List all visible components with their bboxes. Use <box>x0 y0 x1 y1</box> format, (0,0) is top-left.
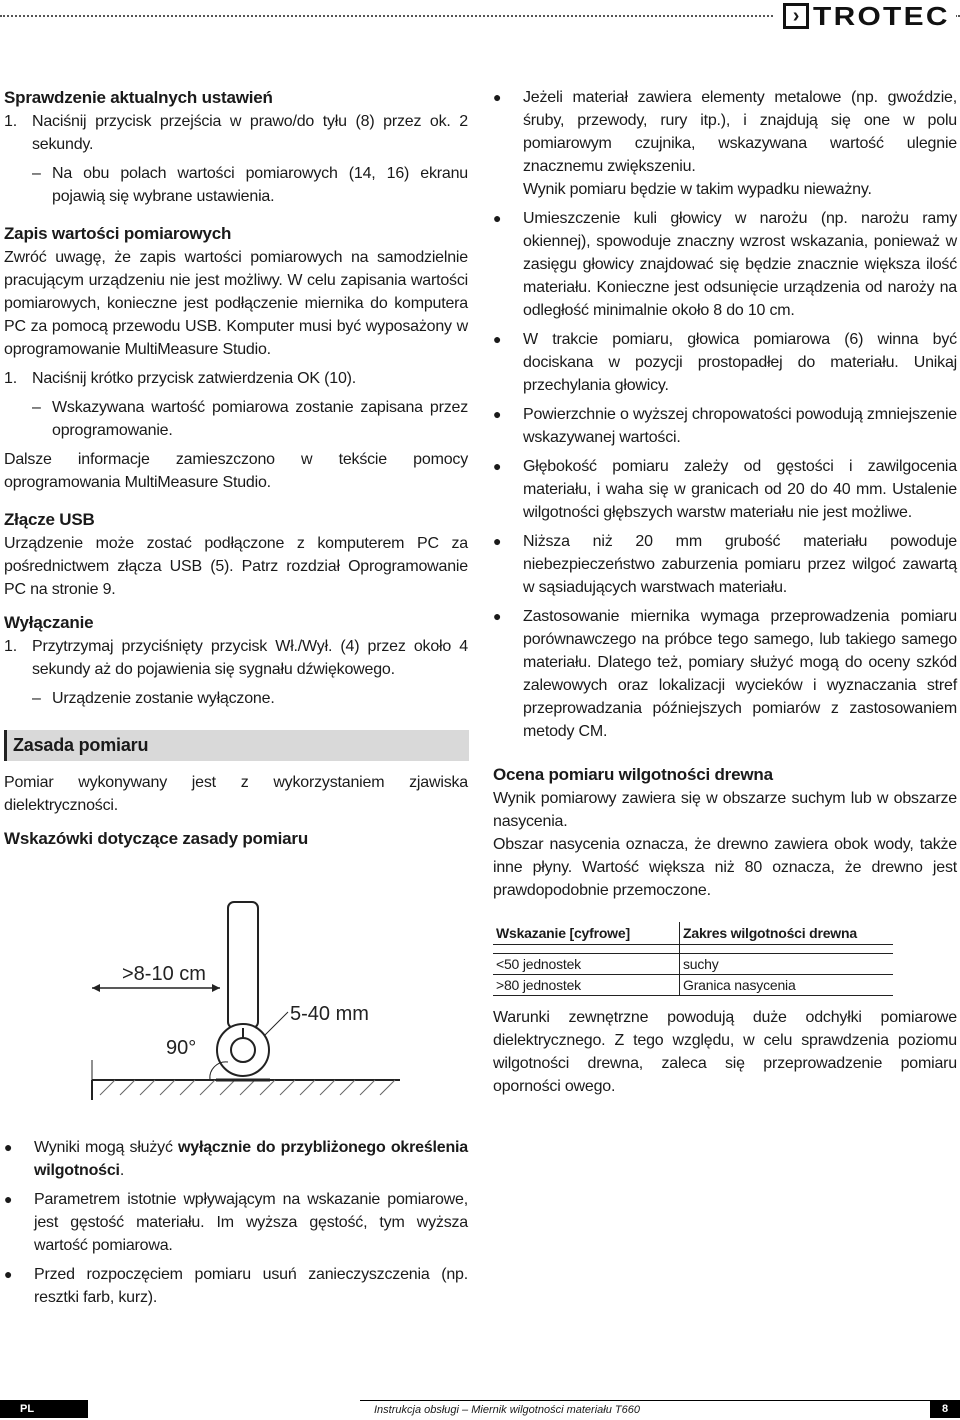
step-item <box>4 367 468 390</box>
table-header-cell: Wskazanie [cyfrowe] <box>493 922 680 945</box>
paragraph: Pomiar wykonywany jest z wykorzystaniem zjawiska dielektryczności. <box>4 774 468 814</box>
bullet-item <box>4 1136 468 1182</box>
heading-measurement-tips: Wskazówki dotyczące zasady pomiaru <box>4 829 309 848</box>
bullet-text: Parametrem istotnie wpływającym na wskazanie pomiarowe, jest gęstość materiału. Im wyższa gęstość, tym wyższa wartość pomiarowa. <box>34 1191 468 1254</box>
result-item <box>4 396 468 442</box>
right-column <box>493 86 957 1098</box>
depth-label: 5-40 mm <box>290 1003 369 1025</box>
bullet-text: Jeżeli materiał zawiera elementy metalowe (np. gwoździe, śruby, przewody, rury itp.), i znajdują się one w polu pomiarowym czujnika, wskazywana wartość ulegnie znacznemu zwiększeniu. Wynik pomiaru będzie w takim wypadku nieważny. <box>523 89 957 198</box>
bullet-text: Umieszczenie kuli głowicy w narożu (np. narożu ramy okiennej), spowoduje znaczny wzrost wskazania, ponieważ w zasięgu głowicy znajdować się będzie znacznie większa ilość materiału. Konieczne jest odsunięcie urządzenia od naroży na odległość minimalnie około 8 do 10 cm. <box>523 210 957 319</box>
bullet-text: Niższa niż 20 mm grubość materiału powoduje niebezpieczeństwo zaburzenia pomiaru przez wilgoć zawartą w sąsiadujących warstwach materiału. <box>523 533 957 596</box>
bullet-dot: ● <box>493 406 502 422</box>
bullet-item <box>493 455 957 524</box>
bullet-item <box>493 86 957 201</box>
header-bar <box>0 0 960 32</box>
bullet-item <box>4 1263 468 1309</box>
bullet-dot: ● <box>493 608 502 624</box>
paragraph: Urządzenie może zostać podłączone z komputerem PC za pośrednictwem złącza USB (5). Patrz rozdział Oprogramowanie PC na stronie 9. <box>4 535 468 598</box>
step-text: Naciśnij krótko przycisk zatwierdzenia OK (10). <box>32 370 357 387</box>
result-text: Na obu polach wartości pomiarowych (14, 16) ekranu pojawią się wybrane ustawienia. <box>52 165 468 205</box>
bullet-item <box>493 403 957 449</box>
step-number: 1. <box>4 638 17 655</box>
language-badge: PL <box>0 1400 88 1418</box>
result-text: Wskazywana wartość pomiarowa zostanie zapisana przez oprogramowanie. <box>52 399 468 439</box>
bullet-text: Wyniki mogą służyć wyłącznie do przybliżonego określenia wilgotności. <box>34 1139 468 1179</box>
angle-label: 90° <box>166 1037 197 1059</box>
distance-label: >8-10 cm <box>122 963 206 985</box>
paragraph: Obszar nasycenia oznacza, że drewno zawiera obok wody, także inne płyny. Wartość większa niż 80 oznacza, że drewno jest prawdopodobnie przemoczone. <box>493 836 957 899</box>
table-cell: suchy <box>680 954 894 975</box>
table-cell: Granica nasycenia <box>680 975 894 996</box>
table-cell: <50 jednostek <box>493 954 680 975</box>
brand-wordmark: TROTEC <box>813 0 950 31</box>
step-item <box>4 110 468 156</box>
bullet-item <box>493 530 957 599</box>
bullet-dot: ● <box>493 533 502 549</box>
step-number: 1. <box>4 113 17 130</box>
bullet-text: Głębokość pomiaru zależy od gęstości i zawilgocenia materiału, i waha się w granicach od 20 do 40 mm. Ustalenie wilgotności głębszych warstw materiału nie jest możliwe. <box>523 458 957 521</box>
result-item <box>4 162 468 208</box>
bullet-item <box>493 605 957 743</box>
bullet-item <box>493 328 957 397</box>
bullet-dot: ● <box>4 1266 13 1282</box>
bullet-text: W trakcie pomiaru, głowica pomiarowa (6) winna być dociskana w pozycji prostopadłej do materiału. Unikaj przechylania głowicy. <box>523 331 957 394</box>
bullet-dot: ● <box>4 1139 13 1155</box>
dash-marker: – <box>32 165 41 182</box>
lower-left-list <box>4 1136 468 1309</box>
bullet-dot: ● <box>493 89 502 105</box>
step-text: Przytrzymaj przyciśnięty przycisk Wł./Wył. (4) przez około 4 sekundy aż do pojawienia się sygnału dźwiękowego. <box>32 638 468 678</box>
result-item <box>4 687 468 710</box>
paragraph: Zwróć uwagę, że zapis wartości pomiarowych na samodzielnie pracującym urządzeniu nie jest możliwy. W celu zapisania wartości pomiarowych, konieczne jest podłączenie miernika do komputera PC za pomocą przewodu USB. Komputer musi być wyposażony w oprogramowanie MultiMeasure Studio. <box>4 249 468 358</box>
bullet-text: Przed rozpoczęciem pomiaru usuń zanieczyszczenia (np. resztki farb, kurz). <box>34 1266 468 1306</box>
paragraph: Wynik pomiarowy zawiera się w obszarze suchym lub w obszarze nasycenia. <box>493 790 957 830</box>
dash-marker: – <box>32 399 41 416</box>
bullet-item <box>4 1188 468 1257</box>
heading-power-off: Wyłączanie <box>4 613 94 632</box>
bullet-dot: ● <box>493 210 502 226</box>
measurement-diagram <box>40 900 440 1100</box>
paragraph: Dalsze informacje zamieszczono w tekście pomocy oprogramowania MultiMeasure Studio. <box>4 451 468 491</box>
heading-current-settings: Sprawdzenie aktualnych ustawień <box>4 88 273 107</box>
brand-logo <box>775 2 956 30</box>
chevron-right-icon: › <box>783 3 809 29</box>
bullet-dot: ● <box>493 331 502 347</box>
left-column <box>4 86 468 851</box>
paragraph: Warunki zewnętrzne powodują duże odchyłki pomiarowe dielektrycznego. Z tego względu, w celu sprawdzenia poziomu wilgotności drewna, zaleca się przeprowadzenie pomiaru oporności owego. <box>493 1009 957 1095</box>
heading-wood-moisture: Ocena pomiaru wilgotności drewna <box>493 765 773 784</box>
table-cell: >80 jednostek <box>493 975 680 996</box>
step-item <box>4 635 468 681</box>
page-number: 8 <box>930 1400 960 1418</box>
bullet-item <box>493 207 957 322</box>
bullet-text: Powierzchnie o wyższej chropowatości powodują zmniejszenie wskazywanej wartości. <box>523 406 957 446</box>
heading-saving-values: Zapis wartości pomiarowych <box>4 224 232 243</box>
result-text: Urządzenie zostanie wyłączone. <box>52 690 275 707</box>
table-row <box>493 975 893 996</box>
bullet-text: Zastosowanie miernika wymaga przeprowadzenia pomiaru porównawczego na próbce tego samego, lub takiego samego materiału. Dlatego też, pomiary służyć mogą do oceny szkód zalewowych oraz lokalizacji wycieków i wyznaczania stref przeprowadzania późniejszych pomiarów z zastosowaniem metody CM. <box>523 608 957 740</box>
table-header-row <box>493 922 893 945</box>
bullet-dot: ● <box>4 1191 13 1207</box>
table-row <box>493 954 893 975</box>
page-footer <box>0 1400 960 1420</box>
moisture-table <box>493 922 893 996</box>
footer-title: Instrukcja obsługi – Miernik wilgotności materiału T660 <box>360 1400 930 1418</box>
dash-marker: – <box>32 690 41 707</box>
step-number: 1. <box>4 370 17 387</box>
section-title: Zasada pomiaru <box>4 730 469 761</box>
step-text: Naciśnij przycisk przejścia w prawo/do tyłu (8) przez ok. 2 sekundy. <box>32 113 468 153</box>
heading-usb: Złącze USB <box>4 510 95 529</box>
table-header-cell: Zakres wilgotności drewna <box>680 922 894 945</box>
bullet-dot: ● <box>493 458 502 474</box>
